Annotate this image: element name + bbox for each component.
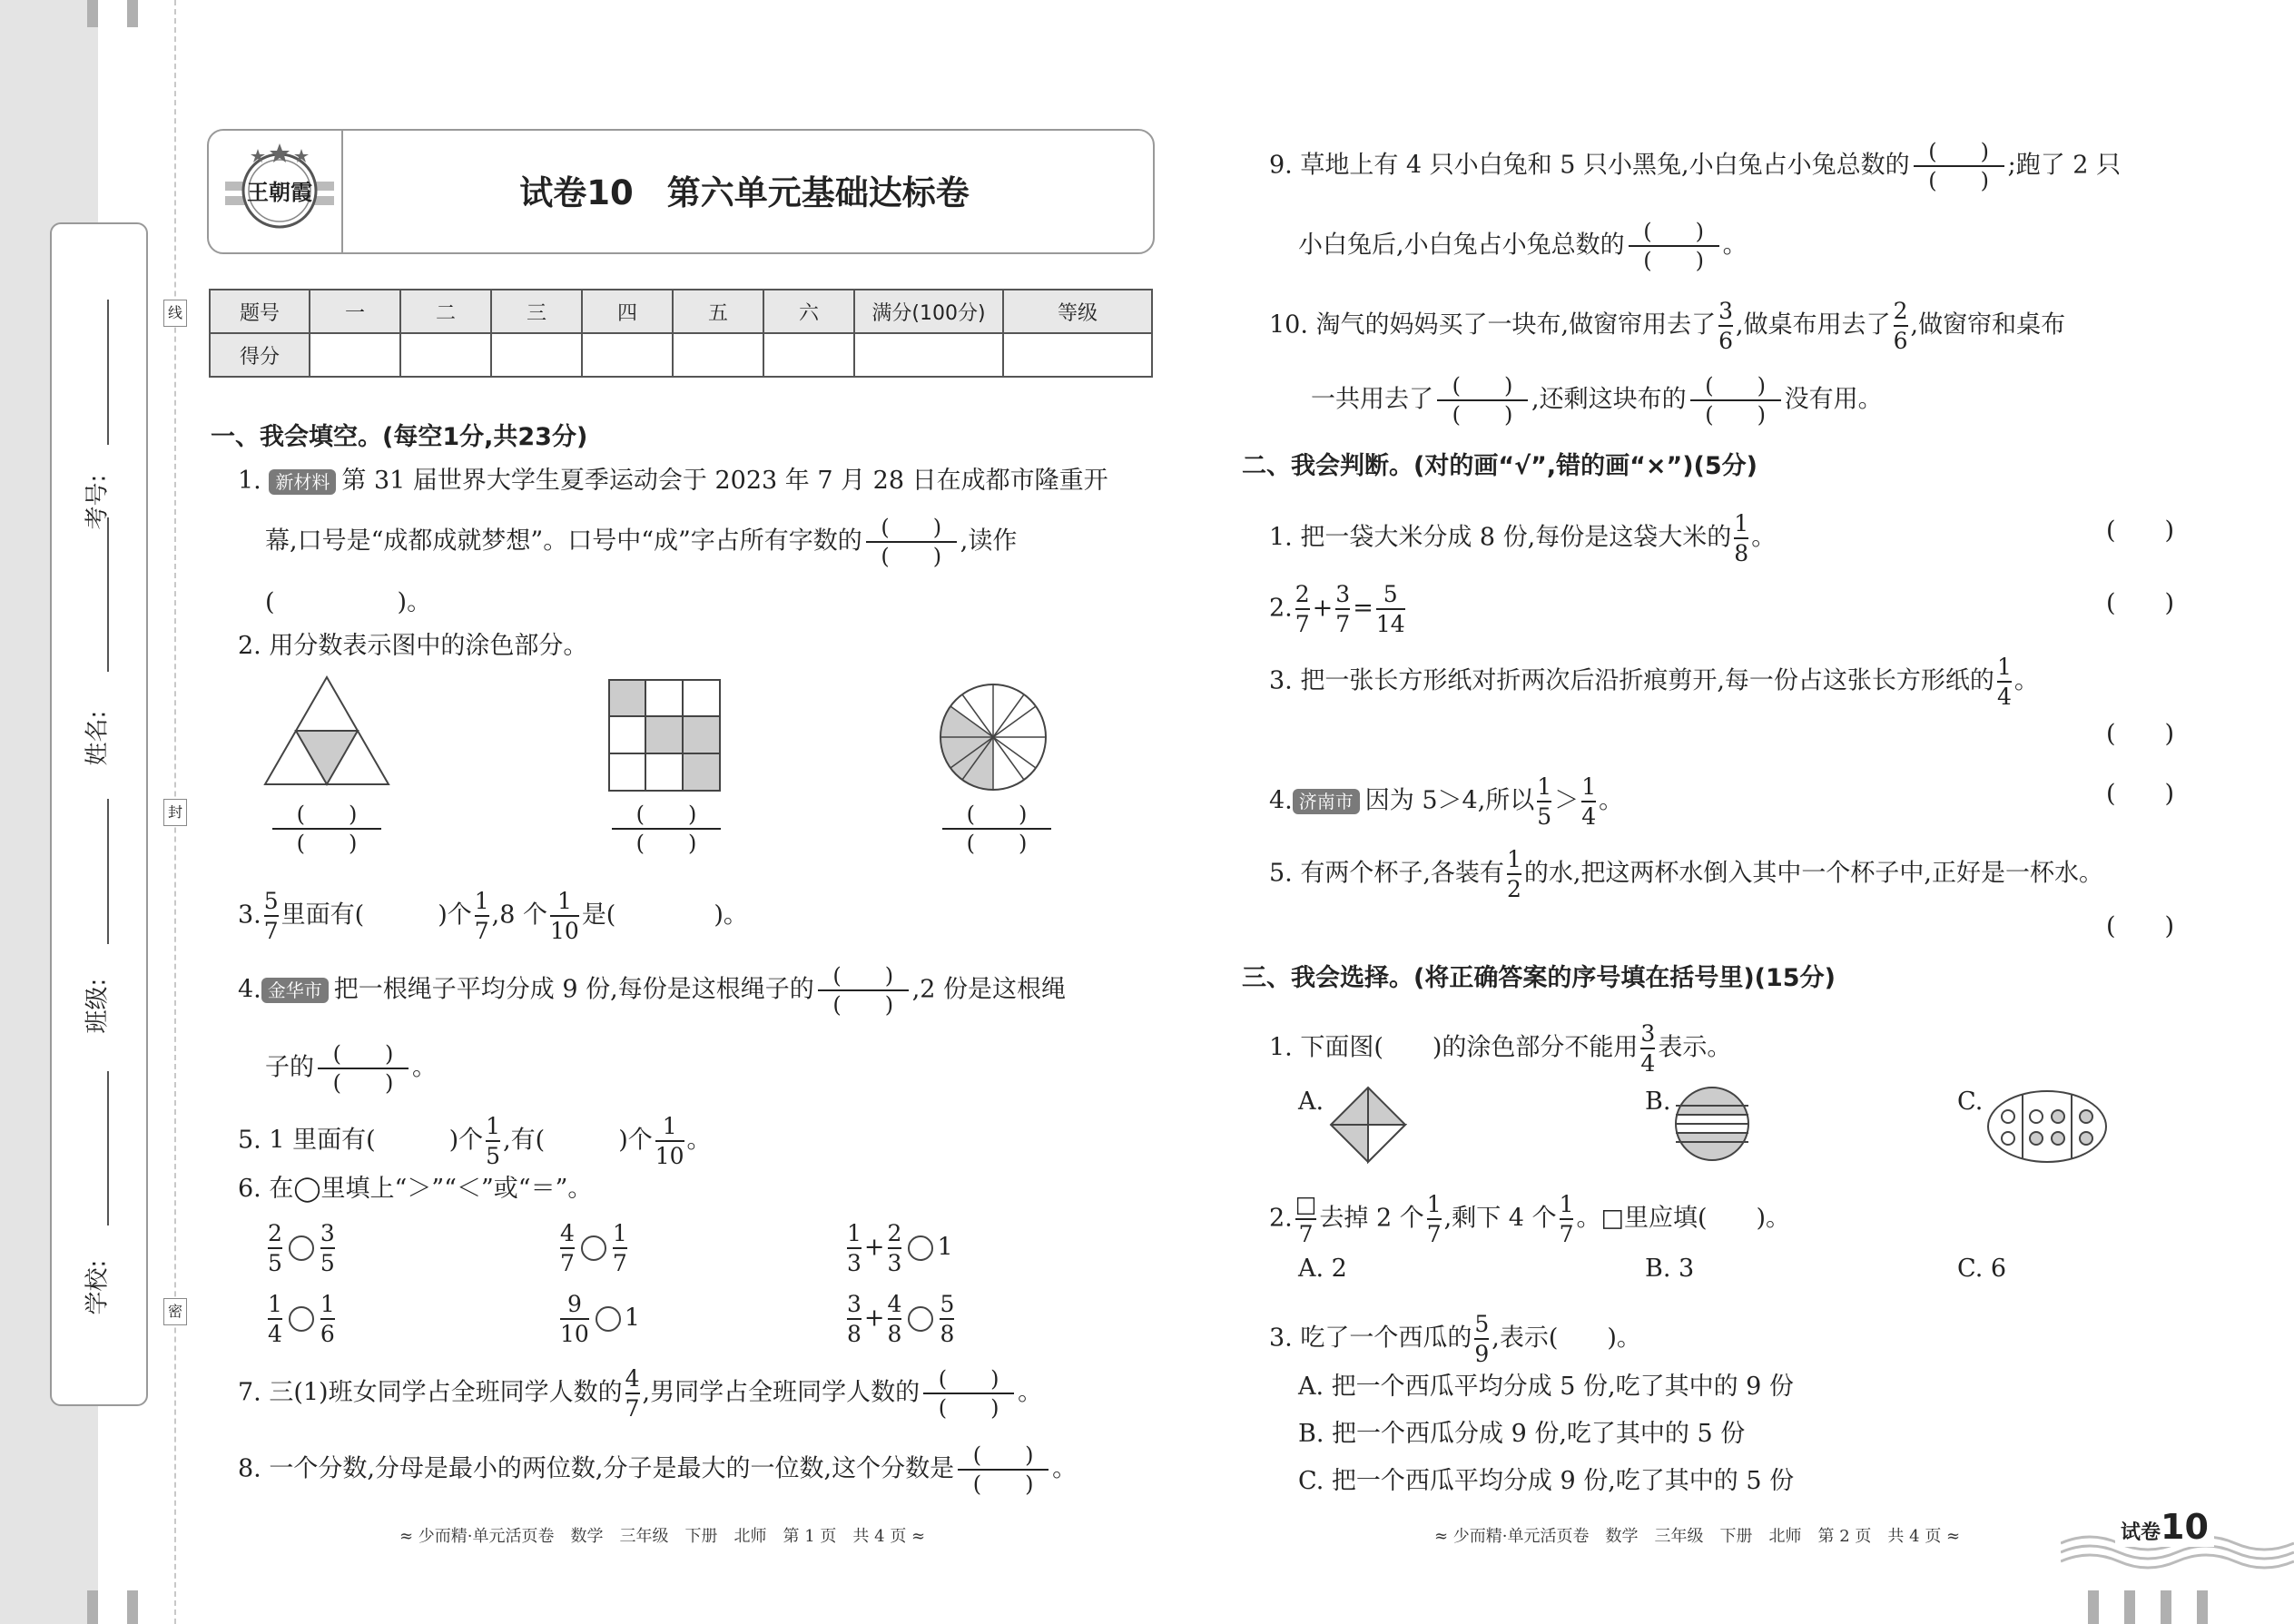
q4-line1: 4. 金华市 把一根绳子平均分成 9 份,每份是这根绳子的 ( ) ( ) ,2 份是这根绳 [238,963,1067,1018]
school-line[interactable] [107,1071,109,1225]
q9-line2: 小白兔后,小白兔占小兔总数的 ( ) ( ) 。 [1298,219,1748,273]
q3-line: 3. $\frac{5}{7}$ 里面有( )个 $\frac{1}{7}$ ,8 个 $\frac{1}{10}$ 是( )。 [238,888,748,944]
fraction: $\frac{1}{7}$ [474,888,489,944]
compare-item: $\frac{4}{7}$ $\frac{1}{7}$ [560,1220,627,1276]
binding-mark-mi: 密 [163,1298,187,1325]
circle-figure [939,683,1048,792]
ellipse-dots-figure [1986,1089,2108,1164]
q1-text2: 幕,口号是“成都成就梦想”。口号中“成”字占所有字数的 [265,527,862,556]
choice-3-option-c[interactable]: C. 把一个西瓜平均分成 9 份,吃了其中的 5 份 [1298,1467,1795,1495]
answer-fraction-blank[interactable]: ( ) ( ) [866,516,957,568]
compare-item: $\frac{9}{10}$ 1 [560,1291,640,1347]
q1-text1: 第 31 届世界大学生夏季运动会于 2023 年 7 月 28 日在成都市隆重开 [341,467,1108,495]
footer-right: ≈ 少而精·单元活页卷 数学 三年级 下册 北师 第 2 页 共 4 页 ≈ [1434,1527,1961,1546]
judge-5: 5. 有两个杯子,各装有 $\frac{1}{2}$ 的水,把这两杯水倒入其中一个杯子中,正好是一杯水。 [1269,846,2104,902]
bottom-tick [127,1590,138,1624]
score-cell[interactable] [854,333,1003,377]
score-header-cell: 满分(100分) [854,290,1003,333]
judge-2: 2. $\frac{2}{7}$ + $\frac{3}{7}$ = $\frac{5}{14}$ [1269,581,1405,637]
triangle-answer-blank[interactable]: ( ) ( ) [272,802,381,855]
name-label: 姓名: [84,710,112,766]
score-cell[interactable] [582,333,673,377]
q9-line1: 9. 草地上有 4 只小白兔和 5 只小黑兔,小白兔占小兔总数的 ( ) ( ) ;跑了 2 只 [1269,139,2122,193]
class-line[interactable] [107,799,109,944]
q1-num: 1. [238,467,261,495]
score-row-label: 得分 [210,333,310,377]
q8-line: 8. 一个分数,分母是最小的两位数,分子是最大的一位数,这个分数是 ( ) ( ) 。 [238,1442,1078,1497]
compare-circle-input[interactable] [908,1306,933,1332]
grid-answer-blank[interactable]: ( ) ( ) [612,802,721,855]
score-cell[interactable] [763,333,854,377]
answer-fraction-blank[interactable]: ( ) ( ) [1629,220,1719,272]
choice-1: 1. 下面图( )的涂色部分不能用 $\frac{3}{4}$ 表示。 [1269,1020,1732,1077]
bottom-tick [87,1590,98,1624]
page-title: 试卷10 第六单元基础达标卷 [519,173,970,212]
number-label: 考号: [84,474,112,530]
binding-box [50,222,148,1406]
q6-text: 6. 在◯里填上“＞”“＜”或“＝”。 [238,1175,593,1203]
judge-answer-2[interactable]: ( ) [2106,589,2175,617]
q7-line: 7. 三(1)班女同学占全班同学人数的 $\frac{4}{7}$ ,男同学占全班同学人数的 ( ) ( ) 。 [238,1365,1043,1422]
choice-2-option-a[interactable]: A. 2 [1298,1255,1347,1283]
choice-2-option-c[interactable]: C. 6 [1957,1255,2007,1283]
q4-line2: 子的 ( ) ( ) 。 [265,1041,437,1096]
judge-4: 4. 济南市 因为 5＞4,所以 $\frac{1}{5}$ ＞ $\frac{1}{4}$ 。 [1269,773,1624,830]
score-cell[interactable] [310,333,400,377]
q2-text: 2. 用分数表示图中的涂色部分。 [238,632,588,660]
fraction: $\frac{1}{5}$ [486,1113,501,1169]
choice-2: 2. $\frac{□}{7}$ 去掉 2 个 $\frac{1}{7}$ ,剩下 4 个 $\frac{1}{7}$ 。□里应填( )。 [1269,1191,1791,1247]
compare-circle-input[interactable] [289,1306,314,1332]
choice-3-option-a[interactable]: A. 把一个西瓜平均分成 5 份,吃了其中的 9 份 [1298,1373,1794,1401]
compare-item: $\frac{3}{8}$ + $\frac{4}{8}$ $\frac{5}{8}$ [847,1291,955,1347]
circle-answer-blank[interactable]: ( ) ( ) [942,802,1051,855]
binding-mark-xian: 线 [163,300,187,327]
score-header-cell: 三 [491,290,582,333]
score-cell[interactable] [491,333,582,377]
name-line[interactable] [107,517,109,672]
answer-fraction-blank[interactable]: ( ) ( ) [1437,374,1528,427]
fraction: $\frac{1}{10}$ [550,888,579,944]
score-table [209,289,1153,378]
compare-circle-input[interactable] [908,1235,933,1261]
answer-fraction-blank[interactable]: ( ) ( ) [1914,140,2004,192]
score-header-cell: 六 [763,290,854,333]
answer-fraction-blank[interactable]: ( ) ( ) [958,1443,1049,1496]
choice-1-option-a[interactable]: A. [1298,1088,1324,1116]
score-header-row [210,290,1152,333]
q1-line3: ( )。 [265,588,432,616]
judge-answer-4[interactable]: ( ) [2106,780,2175,808]
compare-circle-input[interactable] [581,1235,606,1261]
answer-fraction-blank[interactable]: ( ) ( ) [923,1367,1014,1420]
fraction: $\frac{1}{10}$ [655,1113,684,1169]
score-cell[interactable] [400,333,491,377]
bottom-tick [2161,1590,2171,1624]
score-header-cell: 五 [673,290,763,333]
choice-1-option-b[interactable]: B. [1645,1088,1671,1116]
q5-line: 5. 1 里面有( )个 $\frac{1}{5}$ ,有( )个 $\frac{1}{10}$ 。 [238,1113,712,1169]
fraction: $\frac{5}{7}$ [263,888,279,944]
compare-item: $\frac{1}{3}$ + $\frac{2}{3}$ 1 [847,1220,953,1276]
logo-text: 王朝霞 [247,179,312,205]
score-header-cell: 四 [582,290,673,333]
answer-fraction-blank[interactable]: ( ) ( ) [818,964,909,1017]
choice-1-option-c[interactable]: C. [1957,1088,1984,1116]
bottom-tick [2088,1590,2099,1624]
q1-line1 [238,465,1108,497]
striped-circle-figure [1674,1086,1750,1162]
badge-label: 试卷 [2121,1521,2161,1544]
compare-item: $\frac{1}{4}$ $\frac{1}{6}$ [268,1291,335,1347]
binding-mark-feng: 封 [163,799,187,826]
new-material-tag: 新材料 [269,469,336,495]
jinan-tag: 济南市 [1293,789,1360,814]
q10-line2: 一共用去了 ( ) ( ) ,还剩这块布的 ( ) ( ) 没有用。 [1311,373,1883,428]
q1-text3: ,读作 [960,527,1018,556]
grid-figure [608,679,721,792]
score-cell[interactable] [673,333,763,377]
bottom-tick [2197,1590,2208,1624]
page-badge [2115,1507,2214,1547]
choice-2-option-b[interactable]: B. 3 [1645,1255,1695,1283]
bottom-tick [2124,1590,2135,1624]
section-2-heading: 二、我会判断。(对的画“√”,错的画“×”)(5分) [1242,452,1758,480]
school-label: 学校: [84,1259,112,1315]
score-header-cell: 等级 [1003,290,1152,333]
judge-answer-5[interactable]: ( ) [2106,912,2175,940]
diamond-figure [1329,1086,1407,1164]
compare-circle-input[interactable] [289,1235,314,1261]
q1-line2 [265,516,1017,568]
answer-fraction-blank[interactable]: ( ) ( ) [1690,374,1781,427]
judge-3: 3. 把一张长方形纸对折两次后沿折痕剪开,每一份占这张长方形纸的 $\frac{1}{4}$ 。 [1269,654,2039,710]
score-cell[interactable] [1003,333,1152,377]
top-tick [127,0,138,27]
class-label: 班级: [84,978,112,1034]
footer-left: ≈ 少而精·单元活页卷 数学 三年级 下册 北师 第 1 页 共 4 页 ≈ [399,1527,926,1546]
compare-item: $\frac{2}{5}$ $\frac{3}{5}$ [268,1220,335,1276]
score-header-cell: 二 [400,290,491,333]
triangle-figure [263,675,390,786]
judge-answer-3[interactable]: ( ) [2106,720,2175,748]
score-header-cell: 一 [310,290,400,333]
judge-1: 1. 把一袋大米分成 8 份,每份是这袋大米的 $\frac{1}{8}$ 。 [1269,510,1777,566]
q10-line1: 10. 淘气的妈妈买了一块布,做窗帘用去了 $\frac{3}{6}$ ,做桌布用去了 $\frac{2}{6}$ ,做窗帘和桌布 [1269,298,2066,354]
choice-3: 3. 吃了一个西瓜的 $\frac{5}{9}$ ,表示( )。 [1269,1311,1641,1367]
answer-fraction-blank[interactable]: ( ) ( ) [318,1042,409,1095]
section-3-heading: 三、我会选择。(将正确答案的序号填在括号里)(15分) [1242,964,1836,992]
judge-answer-1[interactable]: ( ) [2106,517,2175,545]
compare-circle-input[interactable] [596,1306,621,1332]
number-line[interactable] [107,300,109,445]
score-value-row [210,333,1152,377]
badge-number: 10 [2161,1507,2209,1547]
top-tick [87,0,98,27]
score-header-cell: 题号 [210,290,310,333]
section-1-heading: 一、我会填空。(每空1分,共23分) [211,423,588,451]
choice-3-option-b[interactable]: B. 把一个西瓜分成 9 份,吃了其中的 5 份 [1298,1420,1746,1448]
logo-divider [341,129,343,252]
jinhua-tag: 金华市 [261,978,329,1003]
